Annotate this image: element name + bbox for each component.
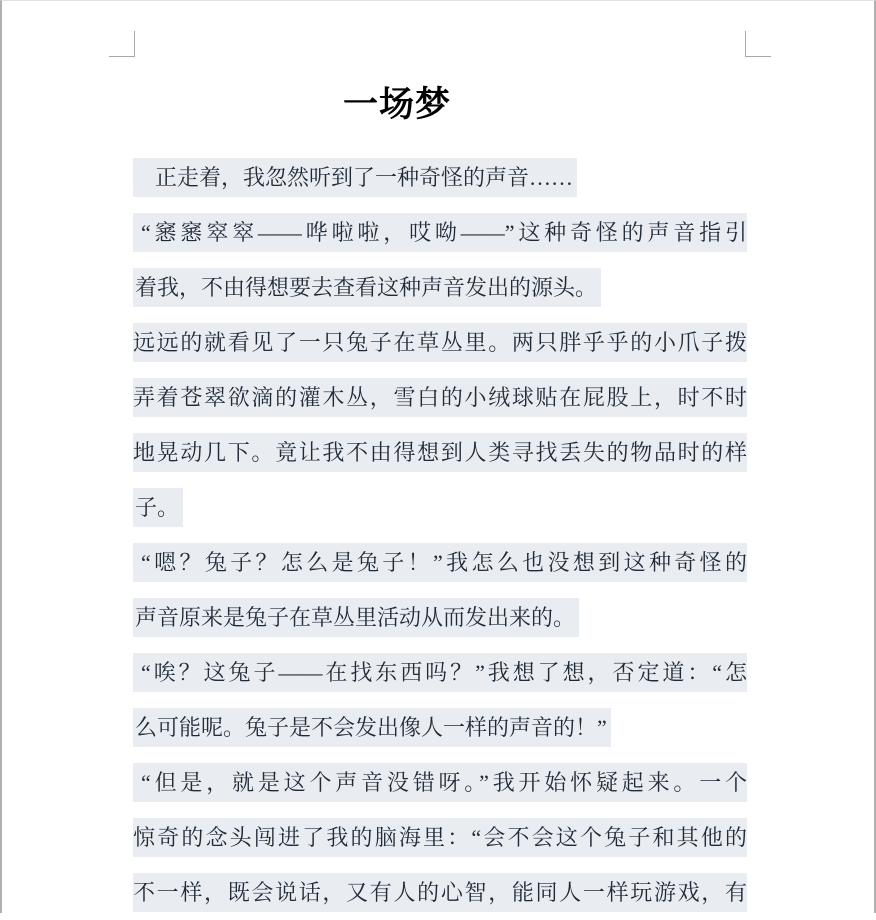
text-line[interactable]: 远远的就看见了一只兔子在草丛里。两只胖乎乎的小爪子拨: [133, 323, 747, 362]
text-line-row: [133, 535, 747, 590]
text-line-row: [133, 260, 747, 315]
document-body: [133, 150, 747, 920]
text-line-row: [133, 315, 747, 370]
text-line[interactable]: 么可能呢。兔子是不会发出像人一样的声音的！”: [133, 708, 611, 747]
text-line[interactable]: 弄着苍翠欲滴的灌木丛，雪白的小绒球贴在屁股上，时不时: [133, 378, 747, 417]
text-line[interactable]: 不一样，既会说话，又有人的心智，能同人一样玩游戏，有: [133, 873, 747, 912]
text-line-row: [133, 755, 747, 810]
text-line-row: [133, 480, 747, 535]
text-line[interactable]: 地晃动几下。竟让我不由得想到人类寻找丢失的物品时的样: [133, 433, 747, 472]
text-line[interactable]: “窸窸窣窣——哗啦啦，哎呦——”这种奇怪的声音指引: [133, 213, 747, 252]
text-line-row: [133, 865, 747, 920]
text-line-row: [133, 700, 747, 755]
text-line[interactable]: 惊奇的念头闯进了我的脑海里：“会不会这个兔子和其他的: [133, 818, 747, 857]
text-line-row: [133, 205, 747, 260]
document-title[interactable]: 一场梦: [342, 85, 451, 124]
text-line[interactable]: “唉？这兔子——在找东西吗？”我想了想，否定道：“怎: [133, 653, 747, 692]
text-boundary-mark-top-left: [109, 31, 135, 57]
text-line[interactable]: 声音原来是兔子在草丛里活动从而发出来的。: [133, 598, 579, 637]
text-line-row: [133, 645, 747, 700]
text-line-row: [133, 425, 747, 480]
text-line-row: [133, 370, 747, 425]
text-line-row: [133, 590, 747, 645]
text-line[interactable]: 子。: [133, 488, 183, 527]
text-line[interactable]: “但是，就是这个声音没错呀。”我开始怀疑起来。一个: [133, 763, 747, 802]
text-line[interactable]: “嗯？兔子？怎么是兔子！”我怎么也没想到这种奇怪的: [133, 543, 747, 582]
text-line-row: [133, 150, 747, 205]
text-boundary-mark-top-right: [745, 31, 771, 57]
text-line[interactable]: 正走着，我忽然听到了一种奇怪的声音……: [133, 158, 577, 197]
text-line-row: [133, 810, 747, 865]
text-line[interactable]: 着我，不由得想要去查看这种声音发出的源头。: [133, 268, 601, 307]
